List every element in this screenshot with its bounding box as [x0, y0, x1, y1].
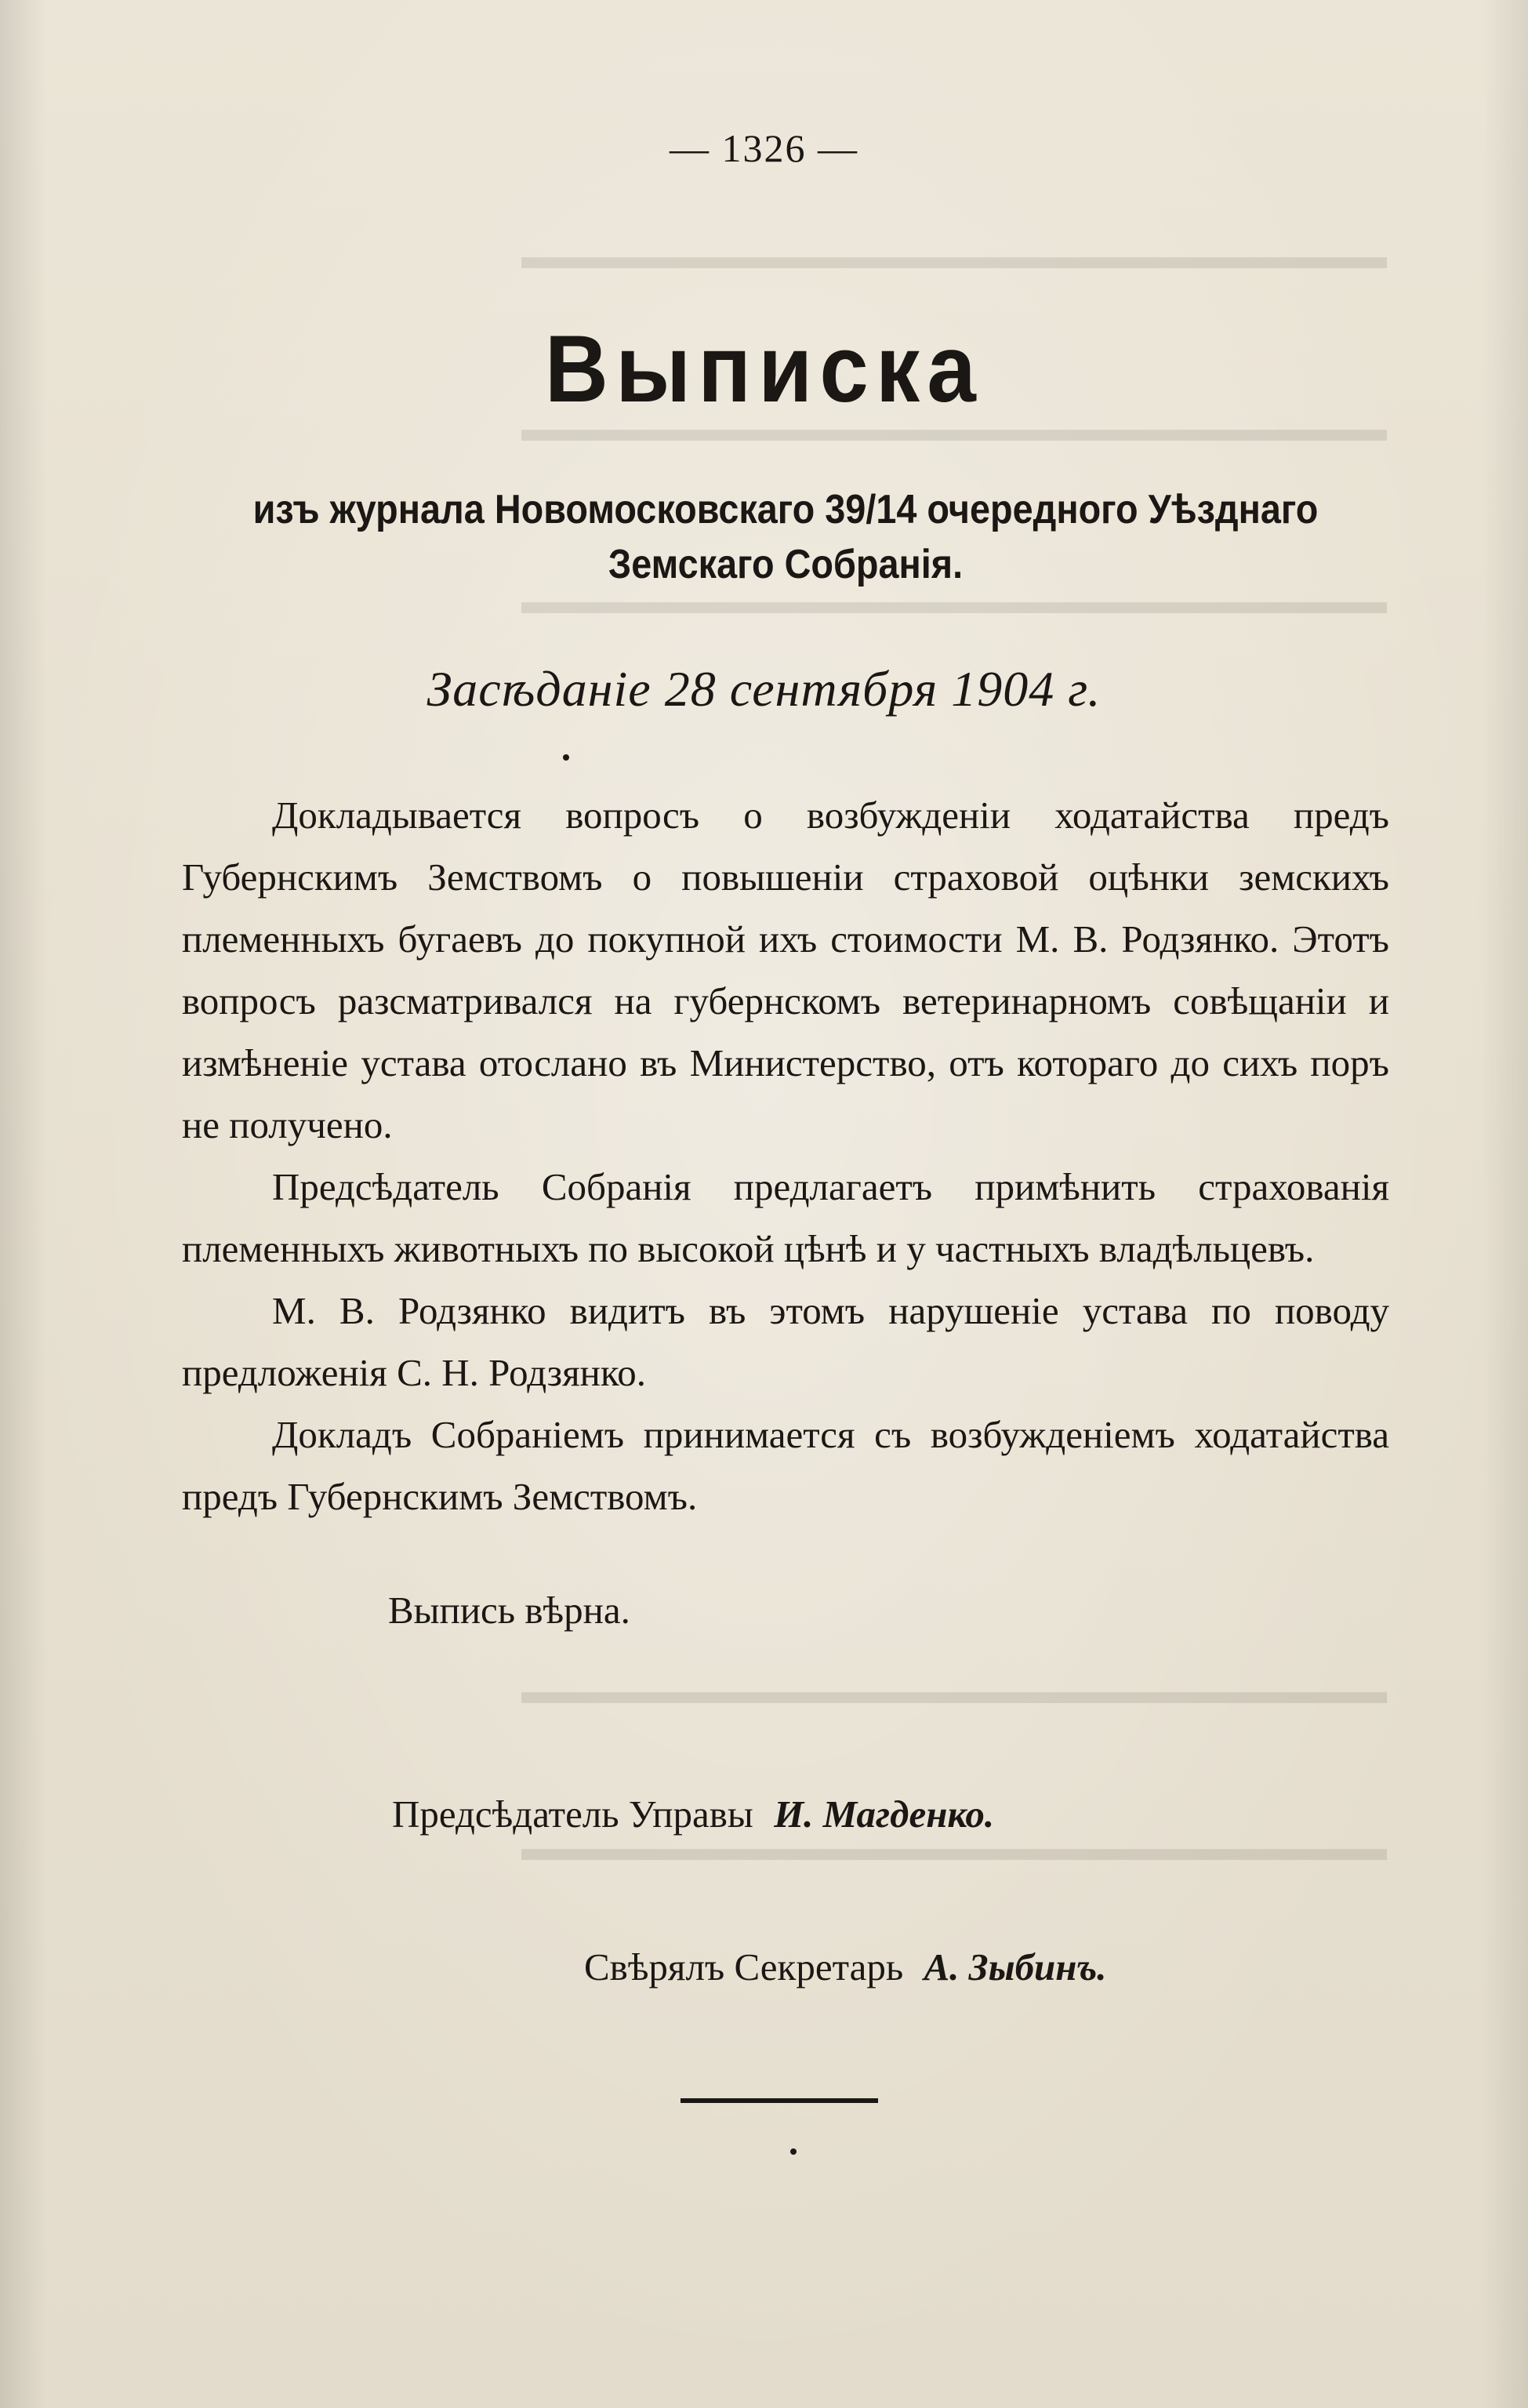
- paragraph: М. В. Родзянко видитъ въ этомъ нарушеніе устава по поводу предложенія С. Н. Родзянко.: [182, 1289, 1389, 1394]
- subtitle-line: изъ журнала Новомосковскаго 39/14 очередного Уѣзднаго: [252, 487, 1319, 532]
- secretary-signature-line: [584, 1945, 1107, 1989]
- bleed-through-band: ▬▬▬▬▬▬▬▬▬▬▬▬▬▬▬▬▬▬▬▬▬▬▬▬: [521, 581, 1387, 621]
- subtitle-line: Земскаго Собранія.: [608, 542, 964, 587]
- bleed-through-band: ▬▬▬▬▬▬▬▬▬▬▬▬▬▬▬▬▬▬▬▬▬▬▬▬: [521, 409, 1387, 449]
- chairman-signature-line: [392, 1792, 994, 1836]
- body-text: [182, 784, 1389, 1527]
- page-edge-shadow-left: [0, 0, 47, 2408]
- ink-speck: [563, 754, 569, 761]
- paragraph: Предсѣдатель Собранія предлагаетъ примѣнить страхованія племенныхъ животныхъ по высокой цѣнѣ и у частныхъ владѣльцевъ.: [182, 1165, 1389, 1270]
- verified-note: Выпись вѣрна.: [388, 1589, 630, 1632]
- closing-rule: [681, 2098, 878, 2103]
- paragraph: Докладъ Собраніемъ принимается съ возбужденіемъ ходатайства предъ Губернскимъ Земствомъ.: [182, 1413, 1389, 1518]
- paragraph: Докладывается вопросъ о возбужденіи ходатайства предъ Губернскимъ Земствомъ о повышеніи страховой оцѣнки земскихъ племенныхъ бугаевъ до покупной ихъ стоимости М. В. Родзянко. Этотъ вопросъ разсматривался на губернскомъ ветеринарномъ совѣщаніи и измѣненіе устава отослано въ Министерство, отъ котораго до сихъ поръ не получено.: [182, 794, 1389, 1146]
- chairman-name: И. Магденко.: [774, 1792, 995, 1836]
- secretary-title: Свѣрялъ Секретарь: [584, 1945, 904, 1989]
- document-title: Выписка: [544, 315, 984, 422]
- session-date: Засѣданіе 28 сентября 1904 г.: [426, 661, 1102, 717]
- page-number: — 1326 —: [670, 126, 858, 170]
- document-subtitle: [242, 482, 1329, 592]
- bleed-through-band: ▬▬▬▬▬▬▬▬▬▬▬▬▬▬▬▬▬▬▬▬▬▬▬▬: [521, 236, 1387, 276]
- bleed-through-band: ▬▬▬▬▬▬▬▬▬▬▬▬▬▬▬▬▬▬▬▬▬▬▬▬: [521, 1671, 1387, 1711]
- bleed-through-band: ▬▬▬▬▬▬▬▬▬▬▬▬▬▬▬▬▬▬▬▬▬▬▬▬: [521, 1828, 1387, 1868]
- secretary-name: А. Зыбинъ.: [924, 1945, 1107, 1989]
- chairman-title: Предсѣдатель Управы: [392, 1792, 753, 1836]
- page-edge-shadow-right: [1481, 0, 1528, 2408]
- ink-speck: [790, 2148, 797, 2155]
